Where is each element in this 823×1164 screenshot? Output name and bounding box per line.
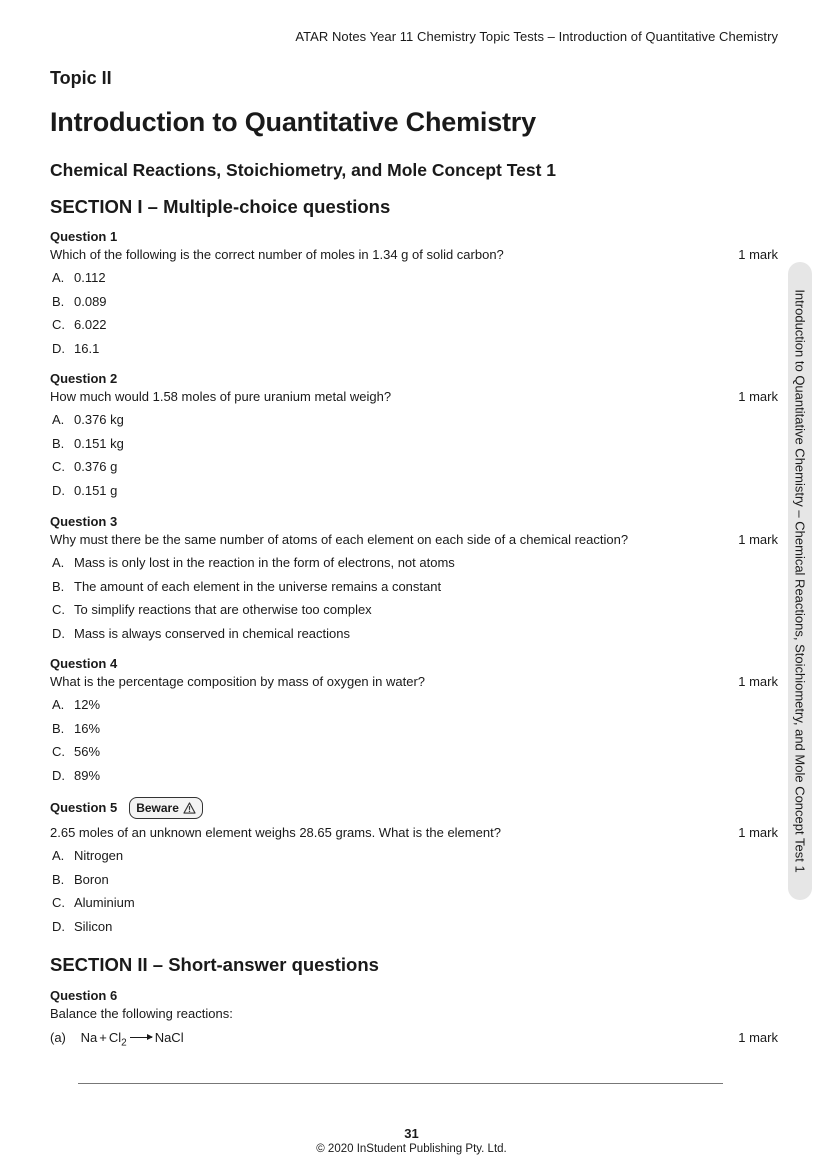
option-text: Silicon bbox=[74, 918, 113, 934]
option-list bbox=[50, 411, 778, 505]
section-2-heading: SECTION II – Short-answer questions bbox=[50, 954, 379, 975]
option-text: Aluminium bbox=[74, 895, 135, 910]
question-stem bbox=[50, 1005, 778, 1023]
reactant-chlorine bbox=[109, 1029, 127, 1053]
question-title: Question 2 bbox=[50, 371, 118, 386]
option-a bbox=[50, 696, 778, 720]
option-letter: B. bbox=[52, 293, 65, 309]
option-text: Mass is always conserved in chemical reactions bbox=[74, 625, 350, 641]
option-text: 0.112 bbox=[74, 270, 106, 285]
product-sodium-chloride: NaCl bbox=[154, 1030, 184, 1045]
question-title: Question 1 bbox=[50, 229, 118, 244]
beware-label: Beware bbox=[136, 801, 179, 815]
option-a bbox=[50, 269, 778, 293]
running-header: ATAR Notes Year 11 Chemistry Topic Tests – Introduction of Quantitative Chemistry bbox=[295, 29, 778, 44]
option-letter: D. bbox=[52, 340, 65, 356]
question-title: Question 3 bbox=[50, 514, 118, 529]
mark-label: 1 mark bbox=[738, 825, 778, 840]
chlorine-symbol: Cl bbox=[108, 1030, 122, 1045]
option-c bbox=[50, 601, 778, 625]
question-text: Which of the following is the correct number of moles in 1.34 g of solid carbon? bbox=[50, 247, 504, 262]
option-letter: C. bbox=[52, 744, 65, 759]
option-b bbox=[50, 871, 778, 895]
mark-label: 1 mark bbox=[738, 1030, 778, 1045]
option-a bbox=[50, 411, 778, 435]
option-text: 12% bbox=[74, 697, 101, 712]
question-6 bbox=[50, 987, 778, 1047]
option-letter: B. bbox=[52, 578, 65, 594]
question-text: What is the percentage composition by mass of oxygen in water? bbox=[50, 674, 426, 689]
option-text: Nitrogen bbox=[74, 848, 124, 863]
question-title: Question 5 bbox=[50, 800, 118, 815]
mark-label: 1 mark bbox=[738, 389, 778, 404]
option-list bbox=[50, 696, 778, 790]
option-letter: A. bbox=[52, 412, 65, 427]
chlorine-subscript: 2 bbox=[121, 1037, 127, 1049]
option-b bbox=[50, 578, 778, 602]
question-text: How much would 1.58 moles of pure uranium metal weigh? bbox=[50, 389, 392, 404]
question-title: Question 6 bbox=[50, 988, 118, 1003]
question-text: 2.65 moles of an unknown element weighs 28.65 grams. What is the element? bbox=[50, 825, 501, 840]
option-letter: A. bbox=[52, 555, 65, 570]
topic-label: Topic II bbox=[50, 68, 112, 88]
chemical-equation bbox=[81, 1029, 184, 1053]
option-b bbox=[50, 435, 778, 459]
option-letter: C. bbox=[52, 602, 65, 617]
mark-label: 1 mark bbox=[738, 247, 778, 262]
option-c bbox=[50, 894, 778, 918]
option-text: Mass is only lost in the reaction in the form of electrons, not atoms bbox=[74, 555, 455, 570]
option-d bbox=[50, 482, 778, 506]
option-letter: C. bbox=[52, 895, 65, 910]
option-letter: B. bbox=[52, 720, 65, 736]
question-stem bbox=[50, 246, 778, 264]
footer-divider bbox=[78, 1083, 723, 1084]
option-letter: A. bbox=[52, 697, 65, 712]
option-d bbox=[50, 625, 778, 649]
option-letter: C. bbox=[52, 459, 65, 474]
option-c bbox=[50, 458, 778, 482]
question-5 bbox=[50, 797, 778, 941]
option-c bbox=[50, 743, 778, 767]
option-letter: D. bbox=[52, 625, 65, 641]
option-b bbox=[50, 720, 778, 744]
part-label: (a) bbox=[50, 1030, 66, 1045]
option-text: 16.1 bbox=[74, 340, 100, 356]
option-text: The amount of each element in the universe remains a constant bbox=[74, 578, 442, 594]
question-2 bbox=[50, 370, 778, 505]
option-list bbox=[50, 847, 778, 941]
question-text: Balance the following reactions: bbox=[50, 1006, 233, 1021]
question-stem bbox=[50, 673, 778, 691]
option-d bbox=[50, 918, 778, 942]
option-text: 56% bbox=[74, 744, 101, 759]
option-text: 0.151 kg bbox=[74, 435, 124, 451]
option-text: 0.376 kg bbox=[74, 412, 124, 427]
option-letter: A. bbox=[52, 270, 65, 285]
option-letter: A. bbox=[52, 848, 65, 863]
option-text: To simplify reactions that are otherwise too complex bbox=[74, 602, 372, 617]
option-list bbox=[50, 554, 778, 648]
option-letter: D. bbox=[52, 482, 65, 498]
question-part-a bbox=[50, 1029, 778, 1047]
option-text: 0.089 bbox=[74, 293, 107, 309]
option-a bbox=[50, 847, 778, 871]
question-title: Question 4 bbox=[50, 656, 118, 671]
option-letter: B. bbox=[52, 435, 65, 451]
question-text: Why must there be the same number of atoms of each element on each side of a chemical reaction? bbox=[50, 532, 629, 547]
question-4 bbox=[50, 655, 778, 790]
option-text: Boron bbox=[74, 871, 109, 887]
option-text: 0.151 g bbox=[74, 482, 118, 498]
question-title-row bbox=[50, 797, 778, 819]
option-d bbox=[50, 340, 778, 364]
option-letter: D. bbox=[52, 767, 65, 783]
option-text: 0.376 g bbox=[74, 459, 118, 474]
copyright-notice: © 2020 InStudent Publishing Pty. Ltd. bbox=[316, 1143, 507, 1155]
option-d bbox=[50, 767, 778, 791]
mark-label: 1 mark bbox=[738, 532, 778, 547]
page-title: Introduction to Quantitative Chemistry bbox=[50, 107, 536, 137]
option-a bbox=[50, 554, 778, 578]
question-3 bbox=[50, 513, 778, 648]
mark-label: 1 mark bbox=[738, 674, 778, 689]
option-text: 6.022 bbox=[74, 317, 107, 332]
warning-icon bbox=[183, 802, 196, 814]
option-c bbox=[50, 316, 778, 340]
side-tab-label: Introduction to Quantitative Chemistry – Chemical Reactions, Stoichiometry, and Mole Concept Test 1 bbox=[792, 289, 808, 873]
question-1 bbox=[50, 228, 778, 363]
question-stem bbox=[50, 824, 778, 842]
option-letter: C. bbox=[52, 317, 65, 332]
plus-sign: + bbox=[99, 1030, 107, 1045]
reactant-sodium: Na bbox=[80, 1030, 98, 1045]
option-text: 89% bbox=[74, 767, 101, 783]
option-text: 16% bbox=[74, 720, 101, 736]
option-letter: B. bbox=[52, 871, 65, 887]
option-b bbox=[50, 293, 778, 317]
option-letter: D. bbox=[52, 918, 65, 934]
section-1-heading: SECTION I – Multiple-choice questions bbox=[50, 196, 391, 217]
question-stem bbox=[50, 388, 778, 406]
beware-badge bbox=[129, 797, 203, 819]
test-subtitle: Chemical Reactions, Stoichiometry, and Mole Concept Test 1 bbox=[50, 160, 556, 180]
page-number: 31 bbox=[404, 1126, 419, 1141]
question-stem bbox=[50, 531, 778, 549]
reaction-arrow-icon bbox=[130, 1037, 152, 1038]
option-list bbox=[50, 269, 778, 363]
side-tab bbox=[788, 262, 812, 900]
